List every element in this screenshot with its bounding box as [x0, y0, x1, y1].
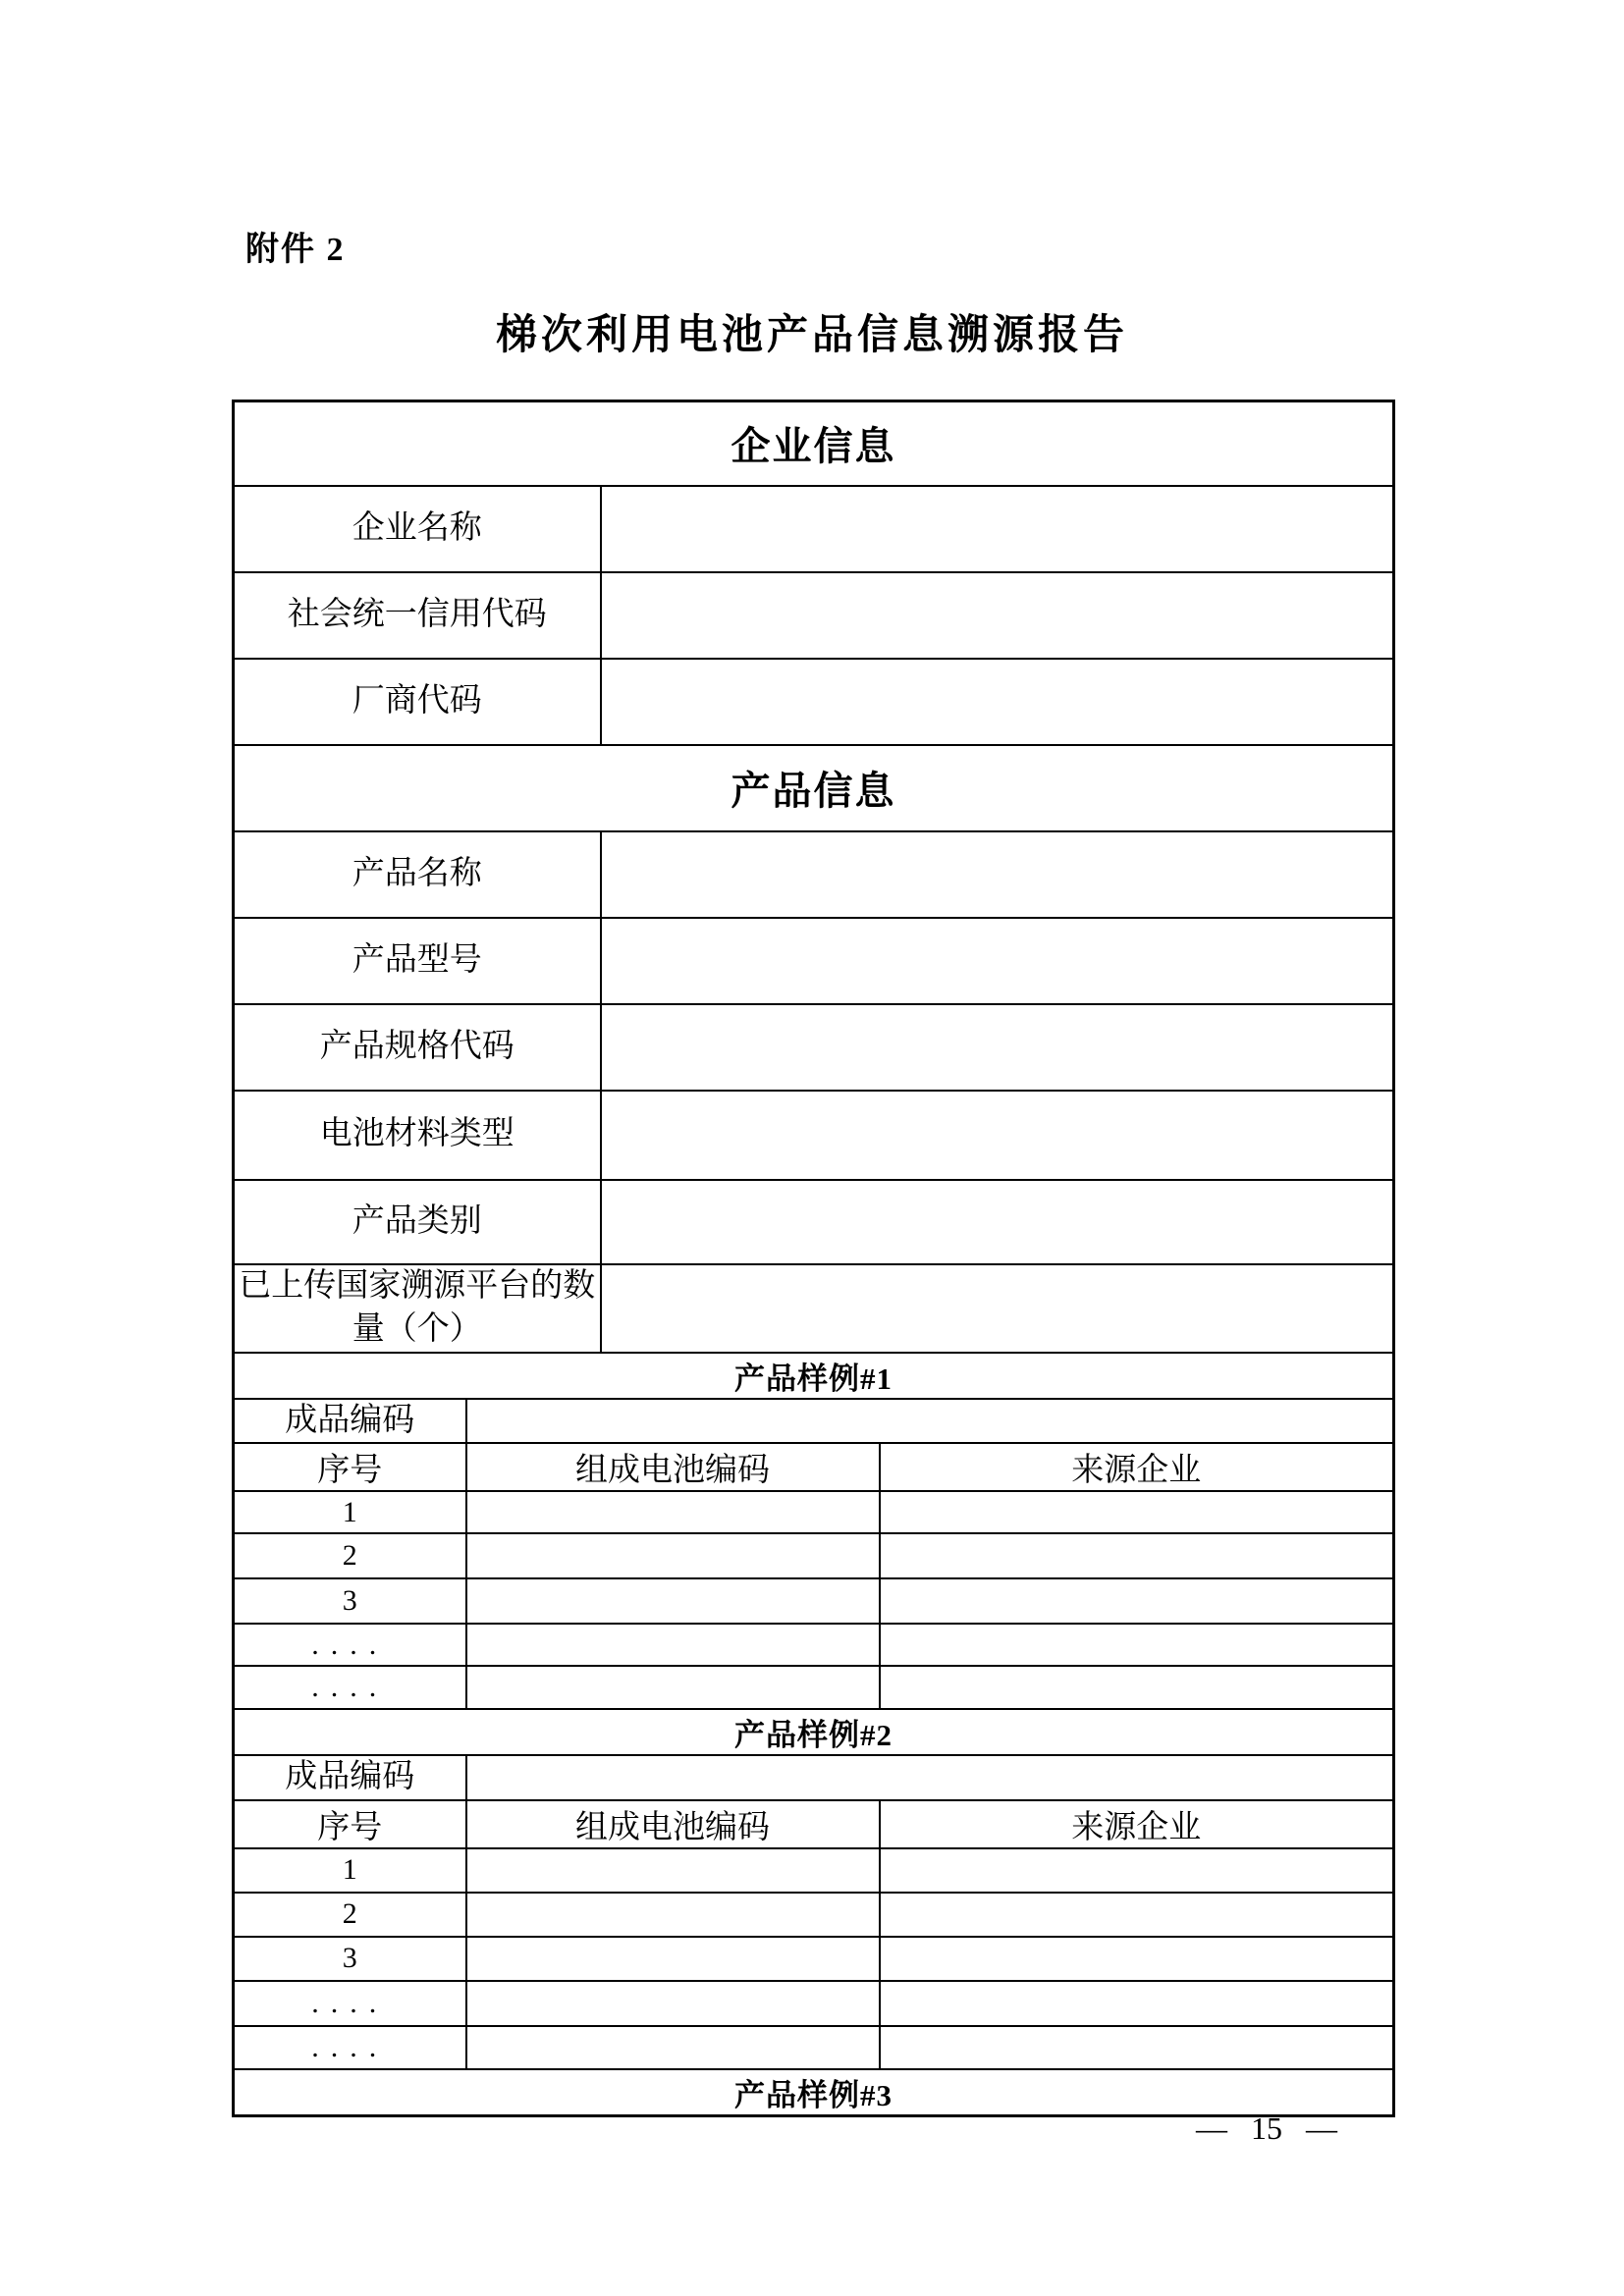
page-number: — 15 — — [1196, 2110, 1337, 2146]
sample-3-header: 产品样例#3 — [234, 2069, 1394, 2116]
sample-2-row-5-source — [880, 2026, 1394, 2069]
sample-2-row-1-code — [466, 1848, 880, 1893]
sample-1-finished-code-value — [466, 1399, 1394, 1444]
sample-2-row-3-source — [880, 1937, 1394, 1981]
sample-1-col-battery-code: 组成电池编码 — [466, 1443, 880, 1491]
sample-2-row-4-code — [466, 1981, 880, 2026]
sample-2-row-5-code — [466, 2026, 880, 2069]
sample-2-row-2-code — [466, 1893, 880, 1937]
sample-2-row-4-source — [880, 1981, 1394, 2026]
sample-1-row-1-no: 1 — [234, 1491, 466, 1533]
value-enterprise-name — [601, 486, 1394, 572]
section-header-enterprise: 企业信息 — [234, 401, 1394, 486]
value-product-category — [601, 1180, 1394, 1264]
sample-1-row-1-source — [880, 1491, 1394, 1533]
sample-1-row-4-source — [880, 1624, 1394, 1666]
sample-1-row-1-code — [466, 1491, 880, 1533]
label-credit-code: 社会统一信用代码 — [234, 572, 601, 659]
value-manufacturer-code — [601, 659, 1394, 745]
table-row — [234, 1578, 1394, 1624]
attachment-label: 附件 2 — [245, 232, 346, 268]
sample-1-row-5-no: .... — [234, 1666, 466, 1709]
value-battery-material-type — [601, 1091, 1394, 1180]
sample-1-row-4-code — [466, 1624, 880, 1666]
sample-1-row-5-code — [466, 1666, 880, 1709]
sample-1-header: 产品样例#1 — [234, 1353, 1394, 1399]
sample-2-row-1-source — [880, 1848, 1394, 1893]
sample-1-row-2-code — [466, 1533, 880, 1578]
label-battery-material-type: 电池材料类型 — [234, 1091, 601, 1180]
table-row — [234, 1848, 1394, 1893]
value-product-name — [601, 831, 1394, 918]
sample-2-row-4-no: .... — [234, 1981, 466, 2026]
sample-1-row-3-no: 3 — [234, 1578, 466, 1624]
value-credit-code — [601, 572, 1394, 659]
table-row — [234, 1491, 1394, 1533]
sample-2-row-3-no: 3 — [234, 1937, 466, 1981]
sample-2-row-1-no: 1 — [234, 1848, 466, 1893]
label-product-name: 产品名称 — [234, 831, 601, 918]
sample-2-row-5-no: .... — [234, 2026, 466, 2069]
label-product-category: 产品类别 — [234, 1180, 601, 1264]
sample-1-row-2-no: 2 — [234, 1533, 466, 1578]
sample-2-row-2-no: 2 — [234, 1893, 466, 1937]
table-row — [234, 1981, 1394, 2026]
sample-2-col-battery-code: 组成电池编码 — [466, 1800, 880, 1848]
sample-1-row-2-source — [880, 1533, 1394, 1578]
table-row — [234, 1937, 1394, 1981]
sample-1-col-no: 序号 — [234, 1443, 466, 1491]
label-uploaded-quantity: 已上传国家溯源平台的数量（个） — [234, 1264, 601, 1353]
sample-1-row-3-source — [880, 1578, 1394, 1624]
value-product-spec-code — [601, 1004, 1394, 1091]
section-header-product: 产品信息 — [234, 745, 1394, 831]
value-uploaded-quantity — [601, 1264, 1394, 1353]
sample-2-col-no: 序号 — [234, 1800, 466, 1848]
sample-1-row-4-no: .... — [234, 1624, 466, 1666]
value-product-model — [601, 918, 1394, 1004]
sample-2-finished-code-label: 成品编码 — [234, 1755, 466, 1800]
sample-2-row-2-source — [880, 1893, 1394, 1937]
label-manufacturer-code: 厂商代码 — [234, 659, 601, 745]
sample-1-col-source: 来源企业 — [880, 1443, 1394, 1491]
page-title: 梯次利用电池产品信息溯源报告 — [495, 313, 1128, 358]
traceability-report-table — [232, 400, 1395, 2117]
table-row — [234, 1624, 1394, 1666]
sample-2-col-source: 来源企业 — [880, 1800, 1394, 1848]
table-row — [234, 2026, 1394, 2069]
sample-2-header: 产品样例#2 — [234, 1709, 1394, 1755]
table-row — [234, 1533, 1394, 1578]
sample-2-row-3-code — [466, 1937, 880, 1981]
label-enterprise-name: 企业名称 — [234, 486, 601, 572]
sample-1-finished-code-label: 成品编码 — [234, 1399, 466, 1444]
sample-2-finished-code-value — [466, 1755, 1394, 1800]
sample-1-row-3-code — [466, 1578, 880, 1624]
label-product-model: 产品型号 — [234, 918, 601, 1004]
table-row — [234, 1893, 1394, 1937]
table-row — [234, 1666, 1394, 1709]
sample-1-row-5-source — [880, 1666, 1394, 1709]
label-product-spec-code: 产品规格代码 — [234, 1004, 601, 1091]
